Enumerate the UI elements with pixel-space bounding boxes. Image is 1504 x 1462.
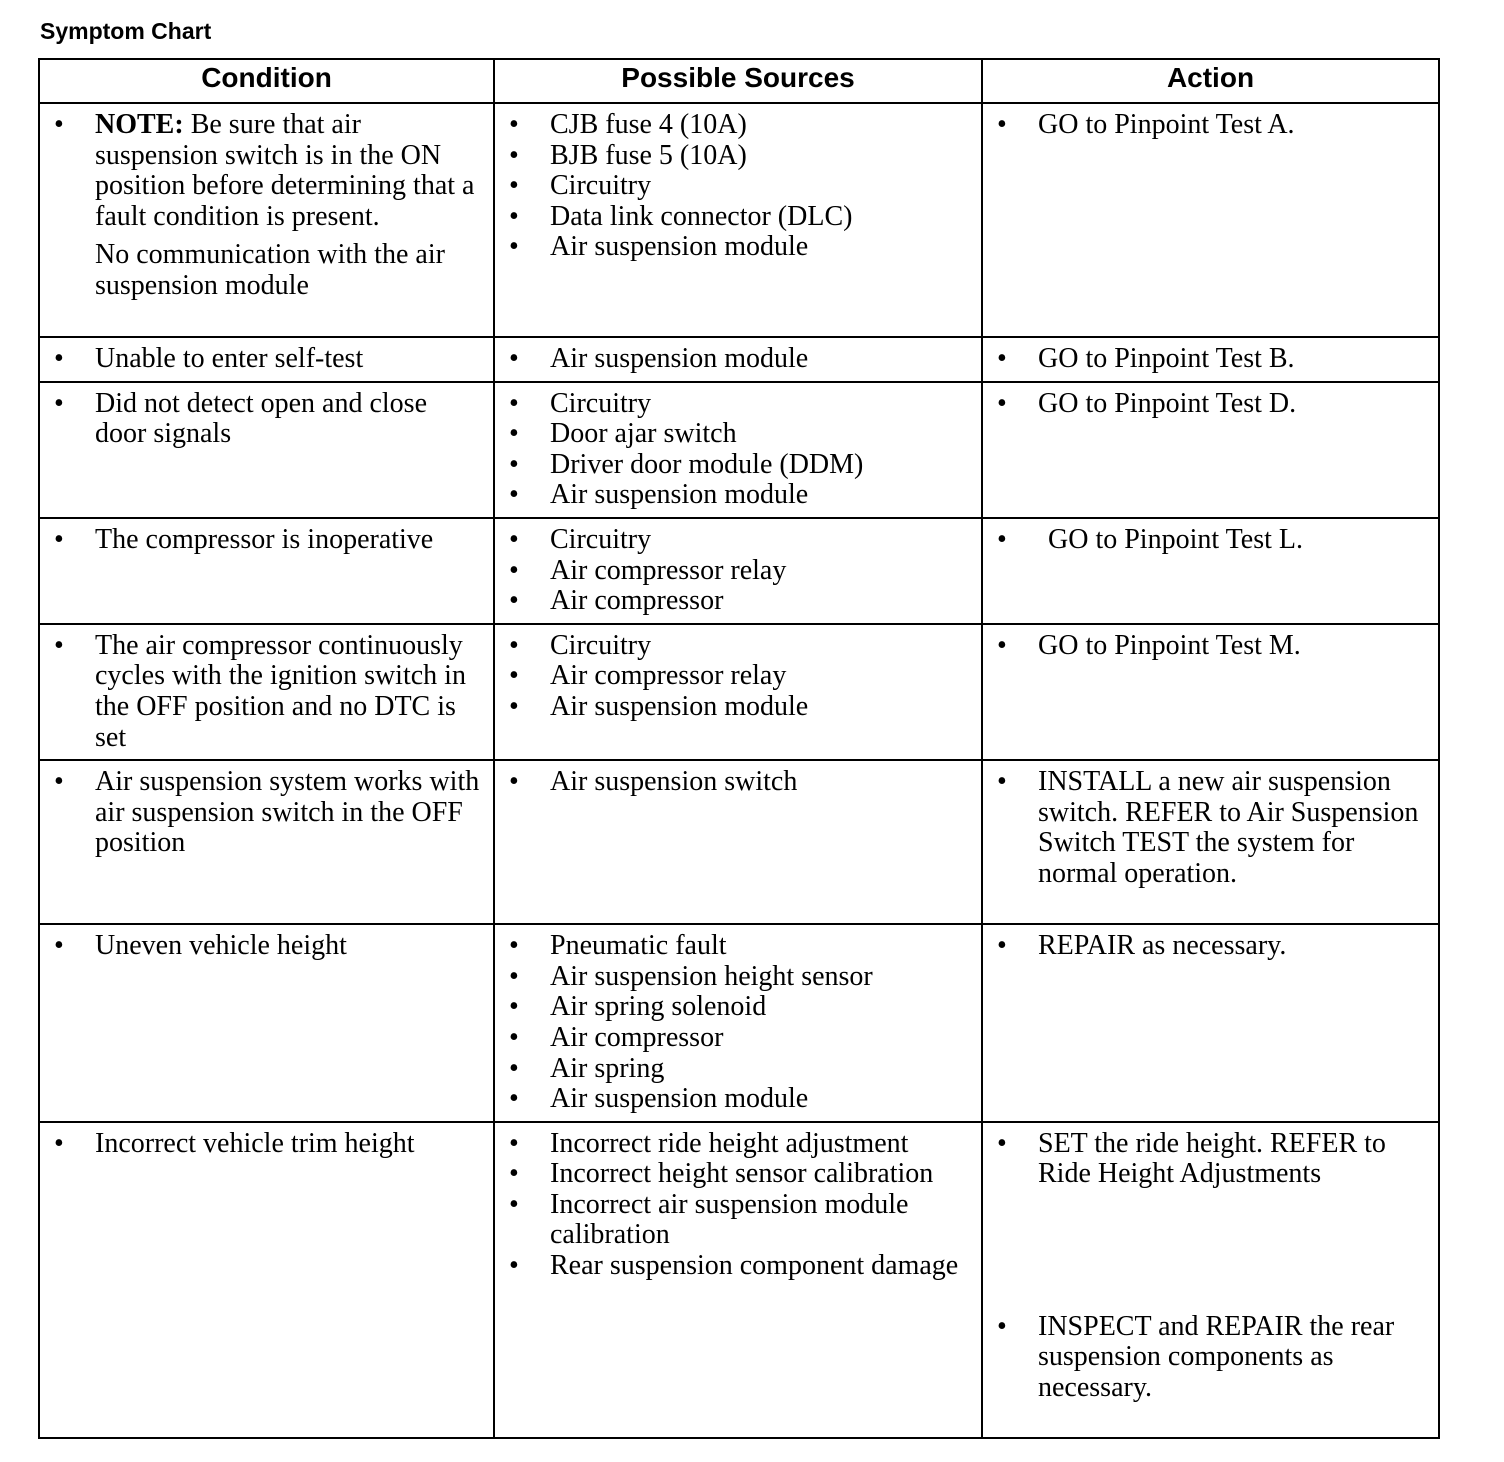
condition-cell [39,924,494,1122]
source-text: Air suspension switch [550,766,798,798]
source-text: Air suspension module [550,1083,809,1115]
bullet-icon: • [509,523,519,555]
condition-cell [39,103,494,337]
source-text: Door ajar switch [550,418,737,450]
action-cell [982,337,1439,382]
source-text: Circuitry [550,387,652,419]
note-label: NOTE: [95,109,184,140]
bullet-icon: • [54,523,64,555]
action-text: GO to Pinpoint Test B. [1038,343,1295,374]
header-condition: Condition [39,59,494,103]
source-text: Rear suspension component damage [550,1250,959,1282]
source-item [507,992,971,1023]
source-text: Air suspension module [550,231,809,263]
source-item [507,110,971,141]
source-item [507,1084,971,1115]
sources-cell [494,624,982,760]
action-item [995,767,1428,889]
source-text: Pneumatic fault [550,930,727,962]
symptom-table [38,58,1440,1439]
action-cell [982,103,1439,337]
source-item [507,962,971,993]
action-text: SET the ride height. REFER to Ride Height Adjustments [1038,1127,1386,1190]
source-text: Incorrect air suspension module calibration [550,1188,909,1251]
bullet-icon: • [997,1127,1007,1159]
source-text: Incorrect height sensor calibration [550,1158,934,1190]
bullet-icon: • [997,109,1007,140]
source-text: Air compressor [550,1021,724,1053]
table-row [39,518,1439,624]
condition-item [52,344,483,375]
action-text: REPAIR as necessary. [1038,930,1287,962]
source-item [507,1023,971,1054]
source-text: Air suspension module [550,479,809,511]
source-text: Air compressor [550,585,724,617]
source-item [507,480,971,511]
table-row [39,103,1439,337]
source-item [507,931,971,962]
bullet-icon: • [509,585,519,617]
source-text: Air suspension module [550,343,809,374]
source-text: Air suspension module [550,690,809,722]
sources-cell [494,760,982,924]
bullet-icon: • [509,387,519,419]
action-text: INSPECT and REPAIR the rear suspension components as necessary. [1038,1310,1395,1404]
source-item [507,1190,971,1251]
condition-cell [39,337,494,382]
condition-text: No communication with the air suspension module [95,239,445,301]
source-item [507,661,971,692]
bullet-icon: • [509,660,519,692]
source-text: Air suspension height sensor [550,960,873,992]
source-text: BJB fuse 5 (10A) [550,139,747,171]
source-text: Circuitry [550,629,652,661]
source-item [507,1054,971,1085]
bullet-icon: • [509,1188,519,1220]
source-text: Air compressor relay [550,554,787,586]
bullet-icon: • [509,766,519,798]
bullet-icon: • [509,1127,519,1159]
table-row [39,337,1439,382]
source-text: Circuitry [550,523,652,555]
source-item [507,525,971,556]
action-item [995,631,1428,662]
sources-cell [494,337,982,382]
bullet-icon: • [509,1052,519,1084]
header-row [39,59,1439,103]
bullet-icon: • [54,343,64,374]
source-text: Data link connector (DLC) [550,200,853,232]
sources-cell [494,1122,982,1438]
bullet-icon: • [997,930,1007,962]
table-row [39,382,1439,518]
condition-text: The compressor is inoperative [95,523,434,555]
table-row [39,1122,1439,1438]
bullet-icon: • [997,629,1007,661]
bullet-icon: • [509,1250,519,1282]
bullet-icon: • [509,479,519,511]
bullet-icon: • [509,343,519,374]
source-text: Air spring [550,1052,665,1084]
bullet-icon: • [997,343,1007,374]
source-item [507,202,971,233]
source-item [507,1129,971,1160]
condition-text: The air compressor continuously cycles with the ignition switch in the OFF position and no DTC is set [95,629,466,753]
sources-cell [494,924,982,1122]
chart-title: Symptom Chart [40,18,212,44]
source-item [507,767,971,798]
condition-text: Uneven vehicle height [95,930,347,962]
sources-cell [494,518,982,624]
source-item [507,171,971,202]
action-text: GO to Pinpoint Test D. [1038,387,1297,419]
bullet-icon: • [54,1127,64,1159]
source-item [507,1159,971,1190]
source-item [507,556,971,587]
bullet-icon: • [509,1083,519,1115]
sources-cell [494,103,982,337]
bullet-icon: • [509,139,519,171]
action-cell [982,382,1439,518]
action-item [995,1129,1428,1190]
bullet-icon: • [509,448,519,480]
bullet-icon: • [509,231,519,263]
action-item [995,525,1428,556]
action-cell [982,518,1439,624]
action-text: GO to Pinpoint Test A. [1038,109,1295,140]
source-item [507,389,971,420]
action-item [995,1312,1428,1404]
bullet-icon: • [509,690,519,722]
action-cell [982,1122,1439,1438]
table-row [39,924,1439,1122]
condition-item [52,767,483,859]
bullet-icon: • [509,200,519,232]
condition-item [52,110,483,232]
condition-item [52,1129,483,1160]
condition-cell [39,1122,494,1438]
action-item [995,344,1428,375]
source-text: CJB fuse 4 (10A) [550,109,747,140]
action-cell [982,760,1439,924]
source-item [507,141,971,172]
source-text: Air compressor relay [550,660,787,692]
note-text: Be sure that air suspension switch is in the ON position before determining that a fault condition is present. [95,109,475,232]
condition-item [52,631,483,753]
action-cell [982,924,1439,1122]
action-item [995,110,1428,141]
bullet-icon: • [509,1158,519,1190]
bullet-icon: • [997,766,1007,798]
action-cell [982,624,1439,760]
action-item [995,389,1428,420]
condition-text: Did not detect open and close door signals [95,387,428,450]
bullet-icon: • [997,387,1007,419]
bullet-icon: • [54,930,64,962]
table-row [39,760,1439,924]
condition-cell [39,382,494,518]
source-text: Driver door module (DDM) [550,448,864,480]
action-item [995,931,1428,962]
source-item [507,586,971,617]
action-text: GO to Pinpoint Test L. [1048,523,1303,555]
bullet-icon: • [509,930,519,962]
bullet-icon: • [509,554,519,586]
bullet-icon: • [509,170,519,202]
condition-text: Incorrect vehicle trim height [95,1127,415,1159]
bullet-icon: • [54,766,64,798]
condition-cell [39,624,494,760]
bullet-icon: • [54,629,64,661]
source-item [507,631,971,662]
condition-cell [39,518,494,624]
condition-item [52,525,483,556]
source-item [507,1251,971,1282]
source-text: Incorrect ride height adjustment [550,1127,909,1159]
action-text: INSTALL a new air suspension switch. REFER to Air Suspension Switch TEST the system for normal operation. [1038,766,1419,889]
source-item [507,692,971,723]
condition-text: Unable to enter self-test [95,343,364,374]
header-possible-sources: Possible Sources [494,59,982,103]
sources-cell [494,382,982,518]
bullet-icon: • [509,1021,519,1053]
source-item [507,419,971,450]
condition-item [52,931,483,962]
bullet-icon: • [54,387,64,419]
source-text: Air spring solenoid [550,991,767,1023]
header-action: Action [982,59,1439,103]
source-item [507,344,971,375]
bullet-icon: • [54,109,64,140]
condition-cell [39,760,494,924]
condition-text: Air suspension system works with air suspension switch in the OFF position [95,766,480,859]
bullet-icon: • [509,418,519,450]
bullet-icon: • [997,523,1007,555]
source-text: Circuitry [550,170,652,202]
bullet-icon: • [509,629,519,661]
bullet-icon: • [509,991,519,1023]
action-text: GO to Pinpoint Test M. [1038,629,1301,661]
bullet-icon: • [509,109,519,140]
table-row [39,624,1439,760]
bullet-icon: • [509,960,519,992]
source-item [507,450,971,481]
source-item [507,232,971,263]
condition-item [52,389,483,450]
bullet-icon: • [997,1310,1007,1342]
